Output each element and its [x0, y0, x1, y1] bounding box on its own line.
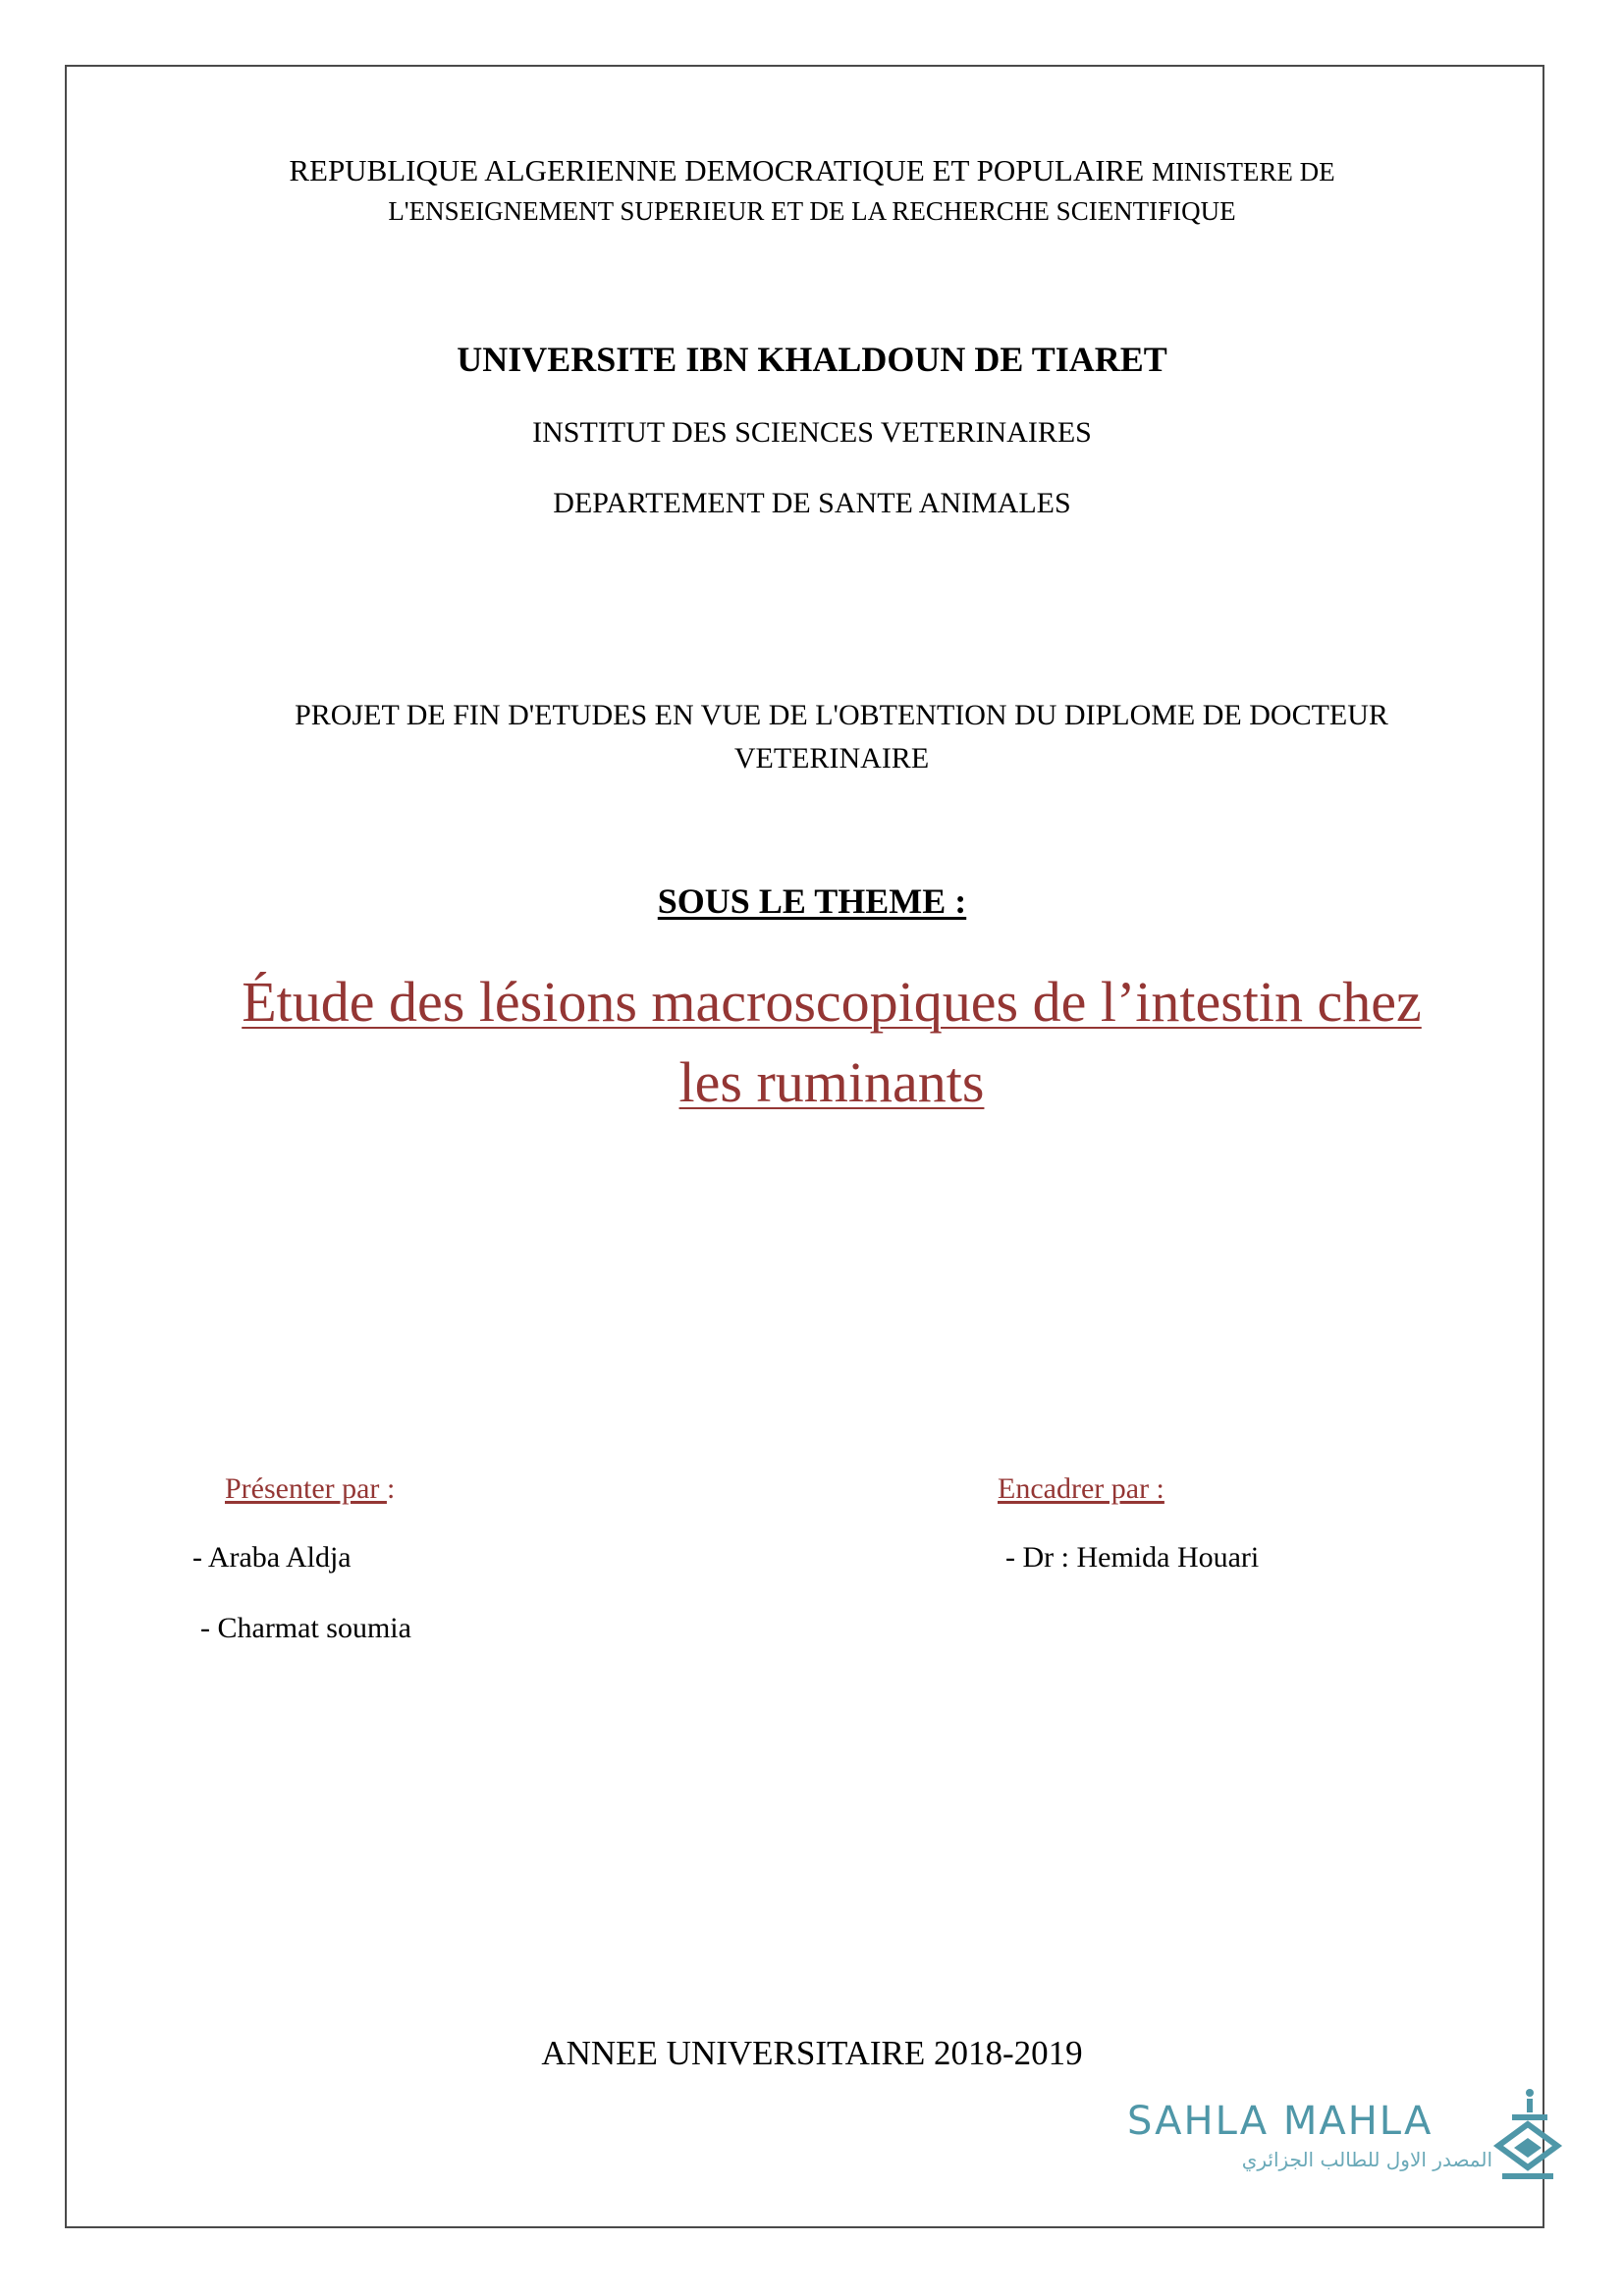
watermark-tagline: المصدر الاول للطالب الجزائري	[1241, 2148, 1492, 2171]
theme-label-text: SOUS LE THEME :	[657, 881, 967, 921]
thesis-title-line-1	[20, 962, 1624, 1043]
sahla-mahla-logo-icon	[1492, 2085, 1563, 2193]
project-line-2: VETERINAIRE	[733, 742, 930, 774]
author-2: - Charmat soumia	[200, 1612, 411, 1644]
project-line-1: PROJET DE FIN D'ETUDES EN VUE DE L'OBTENTION DU DIPLOME DE DOCTEUR	[295, 699, 1388, 731]
supervisor-name: - Dr : Hemida Houari	[1005, 1541, 1260, 1574]
page-border	[65, 65, 1544, 2228]
department-name: DEPARTEMENT DE SANTE ANIMALES	[553, 487, 1071, 519]
institute-name: INSTITUT DES SCIENCES VETERINAIRES	[532, 416, 1092, 449]
watermark-brand: SAHLA MAHLA	[1127, 2099, 1434, 2144]
university-name: UNIVERSITE IBN KHALDOUN DE TIARET	[457, 340, 1167, 379]
supervised-by-label: Encadrer par :	[998, 1472, 1164, 1505]
ministry-line-2: L'ENSEIGNEMENT SUPERIEUR ET DE LA RECHERCHE SCIENTIFIQUE	[388, 196, 1236, 226]
republic-name: REPUBLIQUE ALGERIENNE DEMOCRATIQUE ET POPULAIRE	[289, 153, 1145, 187]
academic-year: ANNEE UNIVERSITAIRE 2018-2019	[541, 2034, 1083, 2072]
thesis-title-text-1: Étude des lésions macroscopiques de l’intestin chez	[242, 970, 1422, 1034]
watermark	[1127, 2099, 1561, 2197]
ministry-prefix: MINISTERE DE	[1151, 157, 1335, 187]
presented-by-colon: :	[386, 1472, 396, 1505]
thesis-title-text-2: les ruminants	[678, 1050, 985, 1114]
thesis-title-line-2	[20, 1042, 1624, 1124]
author-1: - Araba Aldja	[192, 1541, 352, 1574]
presented-by-label	[225, 1472, 395, 1507]
ministry-line-1	[0, 153, 1624, 188]
theme-label	[0, 881, 1624, 922]
presented-by-text: Présenter par	[225, 1472, 387, 1505]
